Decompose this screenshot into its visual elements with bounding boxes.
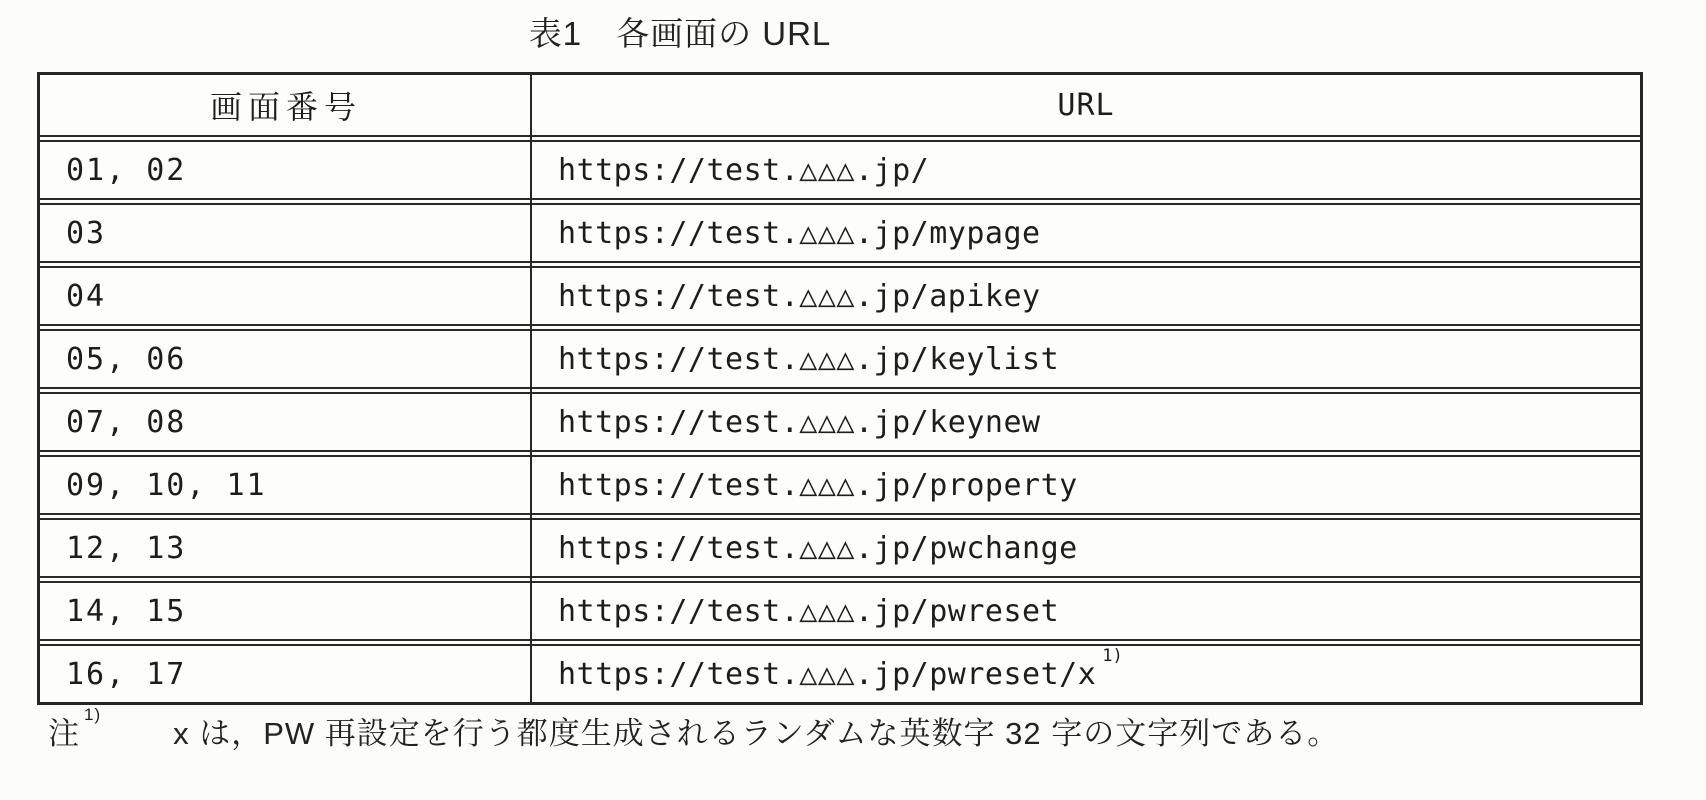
table-row <box>40 268 1640 324</box>
table-row <box>40 583 1640 639</box>
screen-number-cell: 04 <box>66 278 107 314</box>
url-cell: https://test.△△△.jp/pwreset <box>558 593 1060 629</box>
table-row <box>40 394 1640 450</box>
screen-number-cell: 12, 13 <box>66 530 187 566</box>
screen-number-cell: 07, 08 <box>66 404 187 440</box>
footnote-ref-superscript: 1) <box>84 704 102 724</box>
screen-number-cell: 01, 02 <box>66 152 187 188</box>
url-cell: https://test.△△△.jp/keynew <box>558 404 1041 440</box>
row-separator <box>40 198 1640 205</box>
row-separator <box>40 261 1640 268</box>
table-header-row <box>40 75 1640 135</box>
row-separator <box>40 639 1640 646</box>
table-row <box>40 520 1640 576</box>
footnote-reference-superscript: 1) <box>1102 645 1123 666</box>
row-separator <box>40 387 1640 394</box>
table-title: 表1 各画面の URL <box>528 15 832 52</box>
table-row <box>40 205 1640 261</box>
url-cell: https://test.△△△.jp/pwchange <box>558 530 1078 566</box>
screen-number-cell: 09, 10, 11 <box>66 467 267 503</box>
footnote-text: x は，PW 再設定を行う都度生成されるランダムな英数字 32 字の文字列である。 <box>173 716 1340 751</box>
header-screen-number: 画面番号 <box>209 89 362 125</box>
screen-number-cell: 03 <box>66 215 107 251</box>
row-separator <box>40 324 1640 331</box>
row-separator <box>40 450 1640 457</box>
table-row <box>40 646 1640 702</box>
url-cell: https://test.△△△.jp/ <box>558 152 930 188</box>
row-separator <box>40 135 1640 142</box>
url-cell <box>532 645 1640 692</box>
url-cell: https://test.△△△.jp/property <box>558 467 1078 503</box>
row-separator <box>40 513 1640 520</box>
table-row <box>40 331 1640 387</box>
footnote <box>48 704 1340 753</box>
screen-number-cell: 14, 15 <box>66 593 187 629</box>
url-cell: https://test.△△△.jp/apikey <box>558 278 1041 314</box>
url-table <box>37 72 1643 705</box>
row-separator <box>40 576 1640 583</box>
table-row <box>40 457 1640 513</box>
url-cell: https://test.△△△.jp/mypage <box>558 215 1041 251</box>
url-text: https://test.△△△.jp/pwreset/x <box>558 656 1097 692</box>
table-row <box>40 142 1640 198</box>
footnote-label: 注 <box>48 716 80 751</box>
screen-number-cell: 05, 06 <box>66 341 187 377</box>
screen-number-cell: 16, 17 <box>66 656 187 692</box>
header-url: URL <box>1057 87 1115 123</box>
url-cell: https://test.△△△.jp/keylist <box>558 341 1060 377</box>
